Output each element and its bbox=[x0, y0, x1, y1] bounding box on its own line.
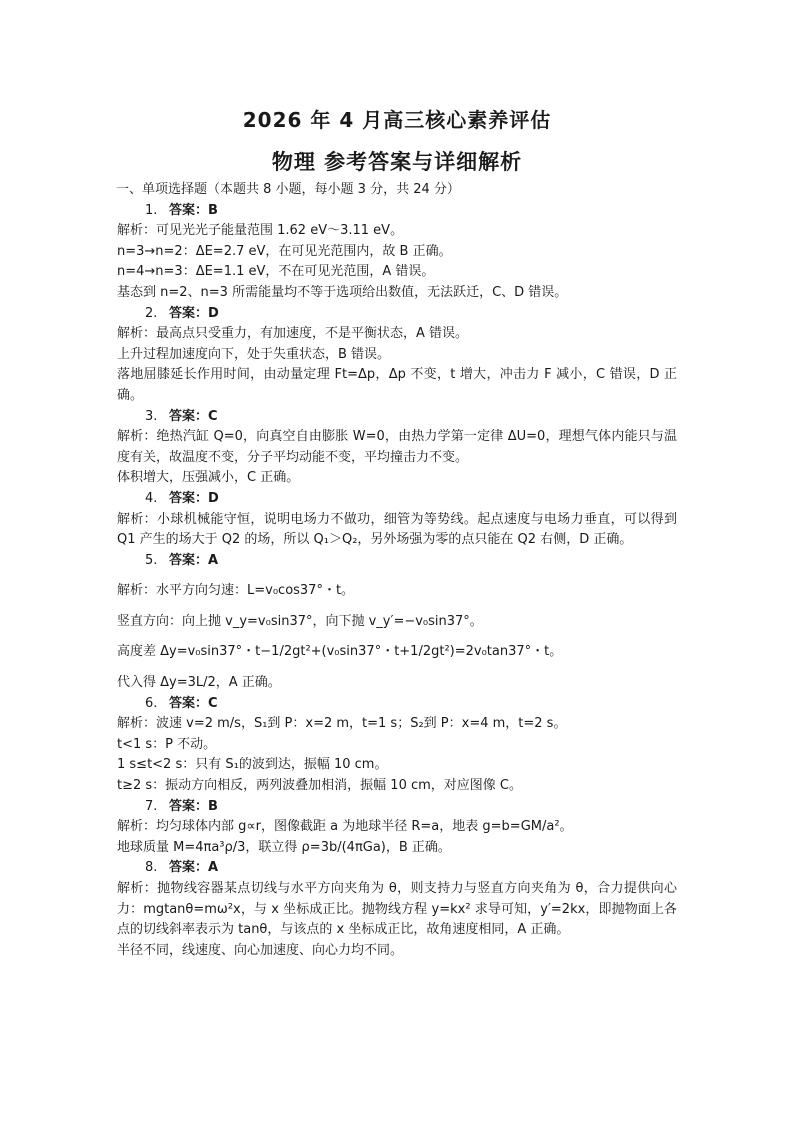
explanation-line: 代入得 Δy=3L/2，A 正确。 bbox=[117, 675, 281, 691]
explanation-line: t<1 s：P 不动。 bbox=[117, 736, 217, 752]
explanation-line: 基态到 n=2、n=3 所需能量均不等于选项给出数值，无法跃迁，C、D 错误。 bbox=[117, 284, 568, 300]
answer-label: 答案： bbox=[169, 695, 209, 711]
explanation-line: 解析：均匀球体内部 g∝r，图像截距 a 为地球半径 R=a，地表 g=b=GM/a²。 bbox=[117, 819, 573, 835]
explanation-line: n=4→n=3：ΔE=1.1 eV，不在可见光范围，A 错误。 bbox=[117, 264, 435, 280]
explanation-line: 1 s≤t<2 s：只有 S₁的波到达，振幅 10 cm。 bbox=[117, 757, 388, 773]
question-5-header bbox=[117, 551, 677, 572]
explanation-line: n=3→n=2：ΔE=2.7 eV，在可见光范围内，故 B 正确。 bbox=[117, 243, 452, 259]
question-number: 1. bbox=[145, 202, 158, 218]
question-number: 3. bbox=[145, 408, 158, 424]
explanation-line: 解析：小球机械能守恒，说明电场力不做功，细管为等势线。起点速度与电场力垂直，可以得到 Q1 产生的场大于 Q2 的场，所以 Q₁＞Q₂，另外场强为零的点只能在 Q2 右侧，D 正确。 bbox=[117, 511, 677, 548]
question-number: 2. bbox=[145, 305, 158, 321]
answer-value: C bbox=[208, 408, 218, 424]
answer-value: A bbox=[208, 552, 219, 568]
answer-label: 答案： bbox=[169, 305, 209, 321]
question-8-header bbox=[117, 858, 677, 879]
answer-content bbox=[117, 180, 677, 961]
explanation-line: 解析：绝热汽缸 Q=0，向真空自由膨胀 W=0，由热力学第一定律 ΔU=0，理想气体内能只与温度有关，故温度不变，分子平均动能不变，平均撞击力不变。 bbox=[117, 429, 677, 465]
answer-value: B bbox=[208, 798, 218, 814]
explanation-line: 解析：水平方向匀速：L=v₀cos37°・t。 bbox=[117, 583, 355, 599]
answer-value: D bbox=[208, 490, 219, 506]
explanation-line: t≥2 s：振动方向相反，两列波叠加相消，振幅 10 cm，对应图像 C。 bbox=[117, 778, 522, 794]
answer-label: 答案： bbox=[169, 552, 209, 568]
explanation-line: 体积增大，压强减小，C 正确。 bbox=[117, 470, 300, 486]
question-3-header bbox=[117, 407, 677, 428]
answer-label: 答案： bbox=[169, 860, 209, 876]
answer-label: 答案： bbox=[169, 202, 209, 218]
answer-label: 答案： bbox=[169, 798, 209, 814]
question-number: 8. bbox=[145, 860, 158, 876]
question-2-header bbox=[117, 304, 677, 325]
answer-value: A bbox=[208, 860, 219, 876]
question-7-header bbox=[117, 797, 677, 818]
answer-value: B bbox=[208, 202, 218, 218]
explanation-line: 落地屈膝延长作用时间，由动量定理 Ft=Δp，Δp 不变，t 增大，冲击力 F 减小，C 错误，D 正确。 bbox=[117, 367, 677, 403]
question-number: 6. bbox=[145, 695, 158, 711]
section-heading: 一、单项选择题（本题共 8 小题，每小题 3 分，共 24 分） bbox=[116, 182, 460, 197]
explanation-line: 上升过程加速度向下，处于失重状态，B 错误。 bbox=[117, 346, 391, 362]
answer-value: C bbox=[208, 695, 218, 711]
explanation-line: 解析：可见光光子能量范围 1.62 eV～3.11 eV。 bbox=[117, 223, 404, 239]
question-4-header bbox=[117, 489, 677, 510]
question-6-header bbox=[117, 694, 677, 715]
answer-label: 答案： bbox=[169, 408, 209, 424]
explanation-line: 解析：抛物线容器某点切线与水平方向夹角为 θ，则支持力与竖直方向夹角为 θ，合力提供向心力：mgtanθ=mω²x，与 x 坐标成正比。抛物线方程 y=kx² 求导可知，y′=2kx，即抛物面上各点的切线斜率表示为 tanθ，与该点的 x 坐标成正比，故角速度相同，A 正确。 bbox=[117, 881, 677, 938]
explanation-line: 地球质量 M=4πa³ρ/3，联立得 ρ=3b/(4πGa)，B 正确。 bbox=[117, 839, 451, 855]
answer-label: 答案： bbox=[169, 490, 209, 506]
explanation-line: 半径不同，线速度、向心加速度、向心力均不同。 bbox=[117, 942, 404, 958]
question-number: 7. bbox=[145, 798, 158, 814]
question-number: 4. bbox=[145, 490, 158, 506]
page-title: 2026 年 4 月高三核心素养评估 bbox=[242, 108, 552, 132]
question-number: 5. bbox=[145, 552, 158, 568]
explanation-line: 竖直方向：向上抛 v_y=v₀sin37°，向下抛 v_y′=−v₀sin37°。 bbox=[117, 613, 483, 629]
explanation-line: 解析：波速 v=2 m/s，S₁到 P：x=2 m，t=1 s；S₂到 P：x=4 m，t=2 s。 bbox=[117, 716, 567, 732]
page-subtitle: 物理 参考答案与详细解析 bbox=[271, 150, 523, 174]
explanation-line: 高度差 Δy=v₀sin37°・t−1/2gt²+(v₀sin37°・t+1/2gt²)=2v₀tan37°・t。 bbox=[117, 644, 563, 660]
question-1-header bbox=[117, 201, 677, 222]
explanation-line: 解析：最高点只受重力，有加速度，不是平衡状态，A 错误。 bbox=[117, 326, 469, 342]
answer-value: D bbox=[208, 305, 219, 321]
